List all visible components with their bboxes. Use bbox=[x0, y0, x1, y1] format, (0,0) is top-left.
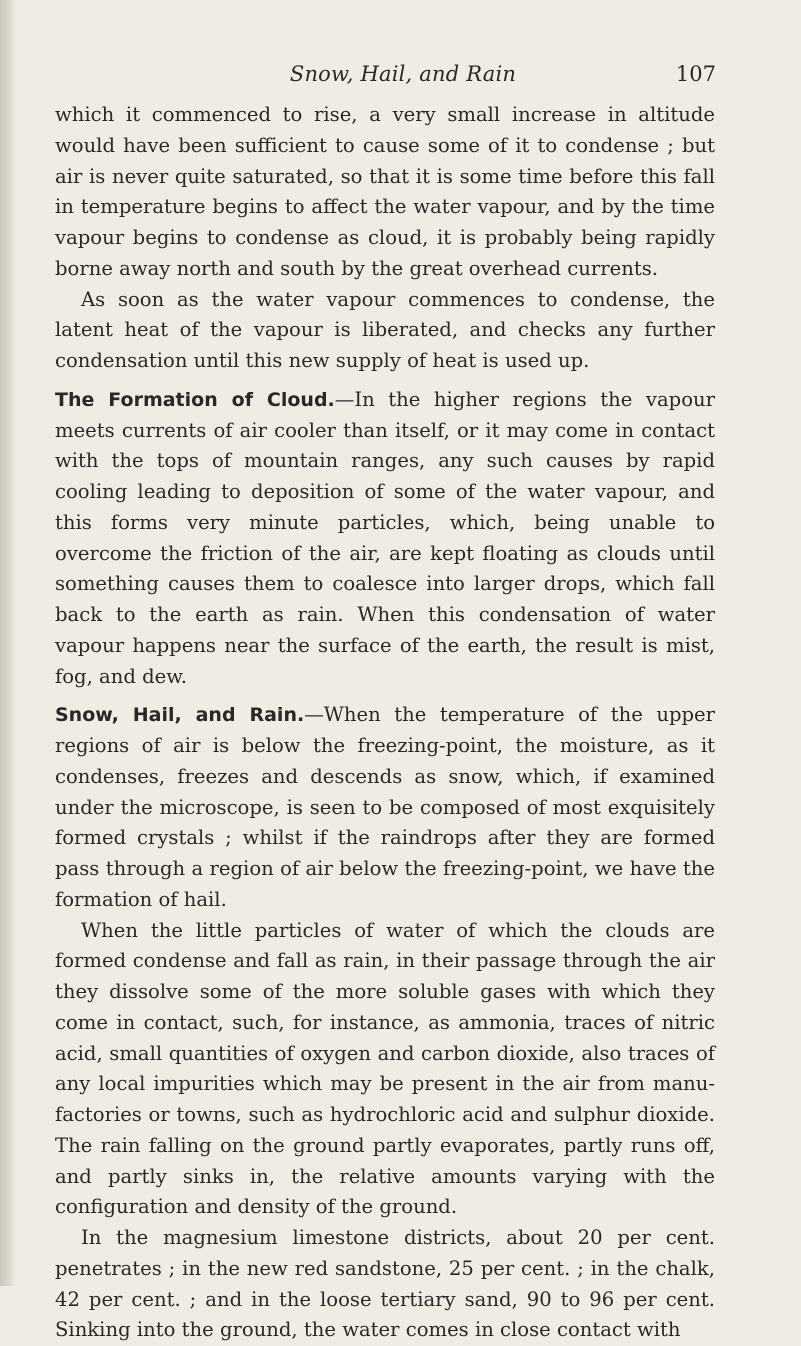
section-text-formation-of-cloud: —In the higher regions the vapour meets currents of air cooler than itself, or it may come in contact with the tops of mountain ranges, any such causes by rapid cooling leading to deposition of some of the water vapour, and this forms very minute particles, which, being unable to overcome the friction of the air, are kept floating as clouds until something causes them to coalesce into larger drops, which fall back to the earth as rain. When this condensation of water vapour happens near the surface of the earth, the result is mist, fog, and dew. bbox=[55, 387, 715, 688]
section-text-snow-hail-rain: —When the temperature of the upper regions of air is below the freezing-point, the moisture, as it condenses, freezes and descends as snow, which, if examined under the microscope, is seen to be composed of most exquisitely formed crystals ; whilst if the raindrops after they are formed pass through a region of air below the freezing-point, we have the formation of hail. bbox=[55, 703, 715, 911]
paragraph-latent-heat: As soon as the water vapour commences to condense, the latent heat of the vapour is liberated, and checks any further condensation until this new supply of heat is used up. bbox=[55, 287, 715, 372]
page-number: 107 bbox=[675, 62, 716, 86]
section-heading-snow-hail-rain: Snow, Hail, and Rain. bbox=[55, 704, 305, 727]
body-text bbox=[55, 100, 715, 1346]
section-snow-hail-rain bbox=[55, 700, 715, 915]
page-header bbox=[90, 62, 716, 92]
section-formation-of-cloud bbox=[55, 385, 715, 693]
paragraph-rain-gases: When the little particles of water of which the clouds are formed condense and fall as rain, in their passage through the air they dissolve some of the more soluble gases with which they come in contact, such, for instance, as ammonia, traces of nitric acid, small quantities of oxygen and carbon dioxide, also traces of any local impurities which may be present in the air from manu-factories or towns, such as hydrochloric acid and sulphur dioxide. The rain falling on the ground partly evaporates, partly runs off, and partly sinks in, the relative amounts varying with the configuration and density of the ground. bbox=[55, 918, 715, 1219]
page-gutter-shadow bbox=[0, 0, 16, 1286]
paragraph-percolation: In the magnesium limestone districts, about 20 per cent. penetrates ; in the new red sandstone, 25 per cent. ; in the chalk, 42 per cent. ; and in the loose tertiary sand, 90 to 96 per cent. Sinking into the ground, the water comes in close contact with bbox=[55, 1226, 715, 1342]
running-title: Snow, Hail, and Rain bbox=[289, 62, 517, 86]
paragraph-continued: which it commenced to rise, a very small increase in altitude would have been sufficient to cause some of it to condense ; but air is never quite saturated, so that it is some time before this fall in temperature begins to affect the water vapour, and by the time vapour begins to condense as cloud, it is probably being rapidly borne away north and south by the great overhead currents. bbox=[55, 103, 715, 280]
section-heading-formation-of-cloud: The Formation of Cloud. bbox=[55, 388, 335, 411]
